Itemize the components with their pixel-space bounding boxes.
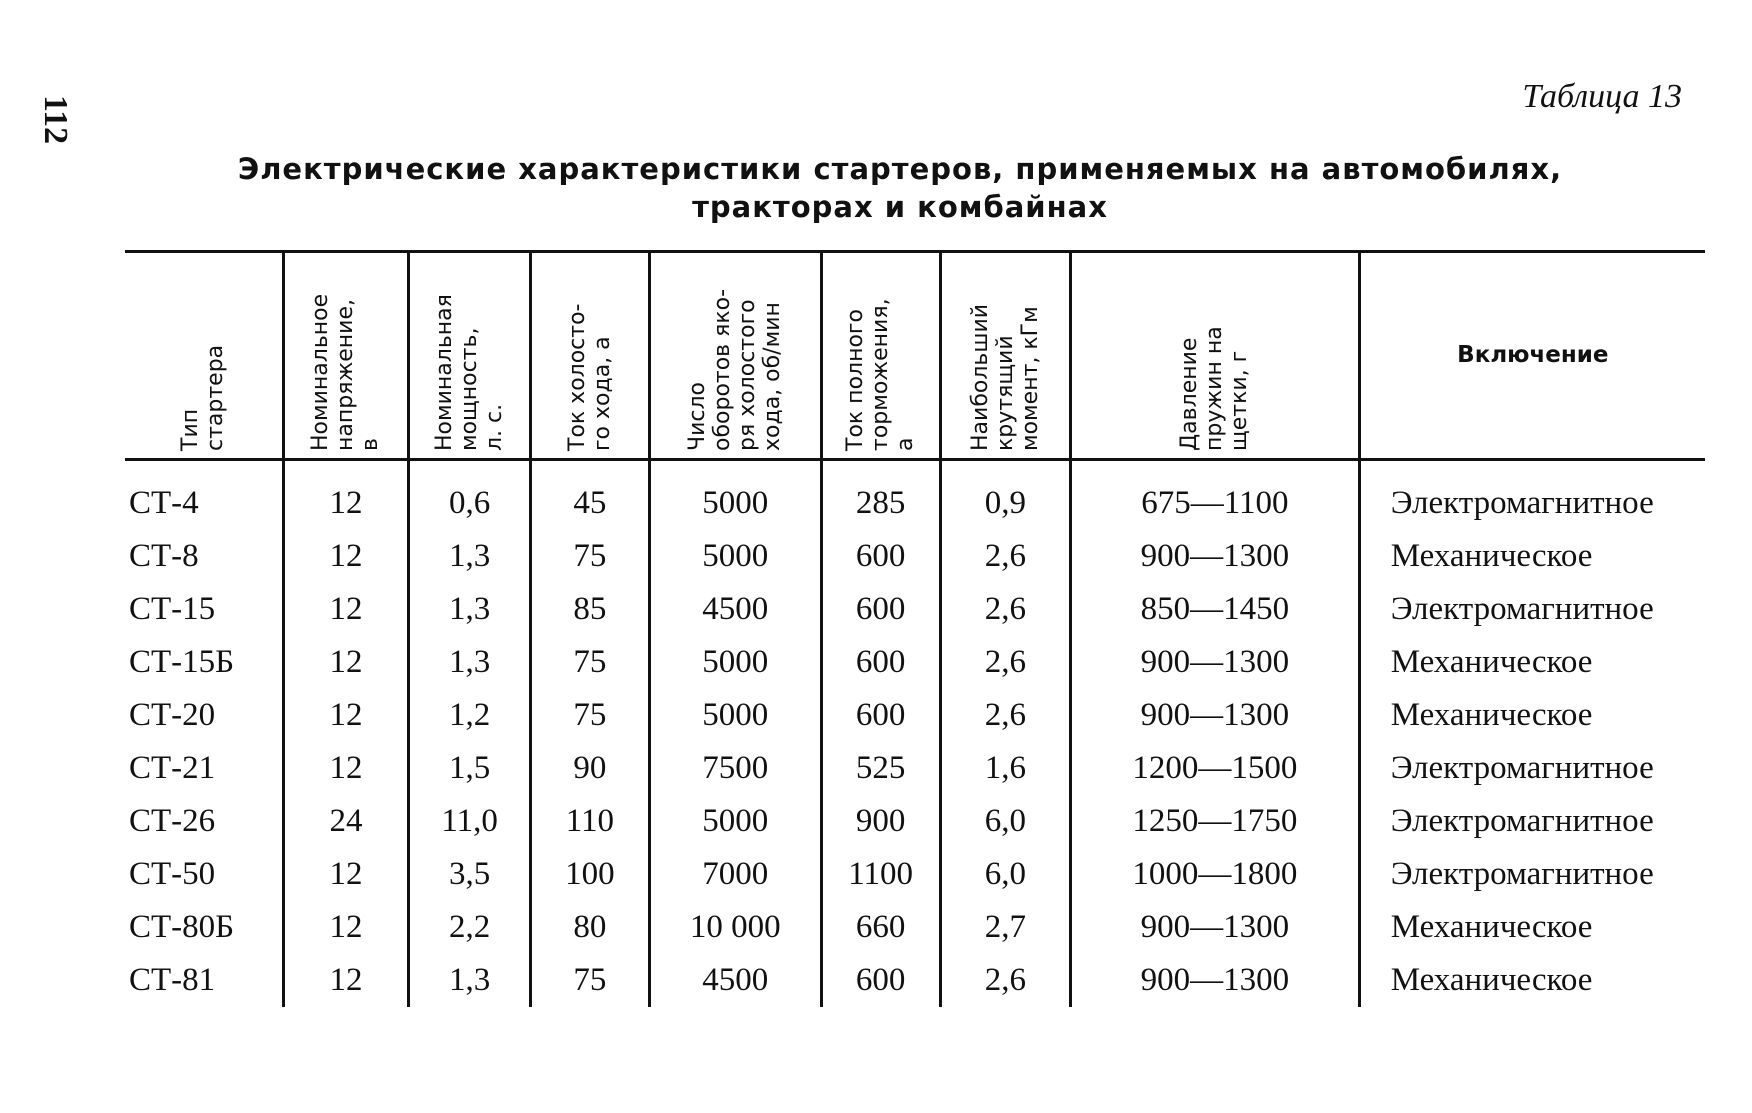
- cell-idle-rpm: 10 000: [649, 901, 821, 954]
- cell-engagement: Механическое: [1359, 530, 1705, 583]
- col-header-idle-current: Ток холосто- го хода, а: [530, 252, 649, 460]
- cell-stall-current: 600: [821, 954, 940, 1007]
- cell-voltage: 12: [283, 460, 409, 531]
- col-header-torque: Наибольший крутящий момент, кГм: [940, 252, 1071, 460]
- cell-stall-current: 600: [821, 689, 940, 742]
- cell-torque: 2,6: [940, 954, 1071, 1007]
- cell-idle-current: 75: [530, 530, 649, 583]
- cell-engagement: Механическое: [1359, 954, 1705, 1007]
- cell-type: СТ-15: [129, 591, 216, 627]
- page-number: 112: [37, 95, 74, 145]
- cell-idle-current: 75: [530, 954, 649, 1007]
- cell-voltage: 12: [283, 848, 409, 901]
- cell-torque: 2,6: [940, 530, 1071, 583]
- cell-voltage: 12: [283, 583, 409, 636]
- cell-idle-rpm: 5000: [649, 460, 821, 531]
- cell-power: 11,0: [409, 795, 530, 848]
- table-row: [125, 901, 1705, 954]
- cell-power: 1,3: [409, 954, 530, 1007]
- cell-idle-current: 85: [530, 583, 649, 636]
- cell-voltage: 12: [283, 689, 409, 742]
- cell-idle-current: 90: [530, 742, 649, 795]
- cell-idle-current: 100: [530, 848, 649, 901]
- cell-type: СТ-26: [129, 803, 216, 839]
- cell-torque: 1,6: [940, 742, 1071, 795]
- table-body: [125, 460, 1705, 1008]
- cell-brush-pressure: 900—1300: [1071, 901, 1360, 954]
- cell-power: 1,3: [409, 636, 530, 689]
- cell-type: СТ-50: [129, 856, 216, 892]
- table-row: [125, 583, 1705, 636]
- cell-engagement: Электромагнитное: [1359, 583, 1705, 636]
- cell-engagement: Механическое: [1359, 901, 1705, 954]
- table-row: [125, 954, 1705, 1007]
- cell-stall-current: 600: [821, 636, 940, 689]
- cell-idle-current: 110: [530, 795, 649, 848]
- cell-torque: 2,6: [940, 583, 1071, 636]
- cell-brush-pressure: 850—1450: [1071, 583, 1360, 636]
- col-header-stall-current: Ток полного торможения, а: [821, 252, 940, 460]
- cell-stall-current: 1100: [821, 848, 940, 901]
- cell-engagement: Механическое: [1359, 636, 1705, 689]
- cell-torque: 2,6: [940, 689, 1071, 742]
- cell-type: СТ-15Б: [129, 644, 235, 680]
- cell-stall-current: 285: [821, 460, 940, 531]
- cell-power: 1,2: [409, 689, 530, 742]
- cell-engagement: Электромагнитное: [1359, 742, 1705, 795]
- cell-brush-pressure: 1250—1750: [1071, 795, 1360, 848]
- col-header-power: Номинальная мощность, л. с.: [409, 252, 530, 460]
- cell-type: СТ-81: [129, 962, 216, 998]
- cell-stall-current: 660: [821, 901, 940, 954]
- cell-voltage: 12: [283, 954, 409, 1007]
- cell-idle-current: 80: [530, 901, 649, 954]
- cell-engagement: Электромагнитное: [1359, 848, 1705, 901]
- cell-idle-rpm: 5000: [649, 636, 821, 689]
- cell-voltage: 12: [283, 742, 409, 795]
- cell-voltage: 24: [283, 795, 409, 848]
- cell-brush-pressure: 1200—1500: [1071, 742, 1360, 795]
- cell-idle-rpm: 5000: [649, 689, 821, 742]
- cell-brush-pressure: 675—1100: [1071, 460, 1360, 531]
- cell-torque: 6,0: [940, 848, 1071, 901]
- table-row: [125, 848, 1705, 901]
- col-header-brush-pressure: Давление пружин на щетки, г: [1071, 252, 1360, 460]
- cell-power: 0,6: [409, 460, 530, 531]
- cell-stall-current: 525: [821, 742, 940, 795]
- cell-type: СТ-4: [129, 485, 199, 521]
- table-row: [125, 689, 1705, 742]
- table-row: [125, 795, 1705, 848]
- cell-brush-pressure: 1000—1800: [1071, 848, 1360, 901]
- col-header-idle-rpm: Число оборотов яко- ря холостого хода, об/мин: [649, 252, 821, 460]
- caption-line-2: тракторах и комбайнах: [692, 190, 1108, 224]
- cell-idle-rpm: 5000: [649, 530, 821, 583]
- cell-brush-pressure: 900—1300: [1071, 530, 1360, 583]
- cell-engagement: Механическое: [1359, 689, 1705, 742]
- cell-stall-current: 600: [821, 530, 940, 583]
- cell-idle-current: 75: [530, 689, 649, 742]
- cell-torque: 0,9: [940, 460, 1071, 531]
- cell-type: СТ-80Б: [129, 909, 235, 945]
- cell-stall-current: 900: [821, 795, 940, 848]
- cell-type: СТ-21: [129, 750, 216, 786]
- cell-engagement: Электромагнитное: [1359, 460, 1705, 531]
- table-header: [125, 252, 1705, 460]
- cell-idle-rpm: 4500: [649, 954, 821, 1007]
- cell-torque: 2,7: [940, 901, 1071, 954]
- table-row: [125, 742, 1705, 795]
- cell-power: 2,2: [409, 901, 530, 954]
- cell-brush-pressure: 900—1300: [1071, 636, 1360, 689]
- cell-stall-current: 600: [821, 583, 940, 636]
- cell-torque: 6,0: [940, 795, 1071, 848]
- cell-idle-current: 45: [530, 460, 649, 531]
- cell-torque: 2,6: [940, 636, 1071, 689]
- table-label: Таблица 13: [1522, 78, 1682, 115]
- cell-power: 1,5: [409, 742, 530, 795]
- table-row: [125, 460, 1705, 531]
- cell-idle-current: 75: [530, 636, 649, 689]
- table-caption: [170, 150, 1630, 226]
- cell-idle-rpm: 7500: [649, 742, 821, 795]
- caption-line-1: Электрические характеристики стартеров, применяемых на автомобилях,: [237, 152, 1563, 186]
- table-row: [125, 636, 1705, 689]
- cell-idle-rpm: 5000: [649, 795, 821, 848]
- cell-voltage: 12: [283, 901, 409, 954]
- cell-type: СТ-20: [129, 697, 216, 733]
- cell-brush-pressure: 900—1300: [1071, 954, 1360, 1007]
- cell-idle-rpm: 7000: [649, 848, 821, 901]
- cell-brush-pressure: 900—1300: [1071, 689, 1360, 742]
- cell-power: 3,5: [409, 848, 530, 901]
- cell-power: 1,3: [409, 583, 530, 636]
- table-row: [125, 530, 1705, 583]
- cell-engagement: Электромагнитное: [1359, 795, 1705, 848]
- cell-idle-rpm: 4500: [649, 583, 821, 636]
- cell-power: 1,3: [409, 530, 530, 583]
- col-header-voltage: Номинальное напряжение, в: [283, 252, 409, 460]
- starter-characteristics-table: [125, 250, 1705, 1007]
- cell-type: СТ-8: [129, 538, 199, 574]
- cell-voltage: 12: [283, 636, 409, 689]
- col-header-type: Тип стартера: [178, 344, 229, 451]
- cell-voltage: 12: [283, 530, 409, 583]
- col-header-engagement: Включение: [1359, 252, 1705, 460]
